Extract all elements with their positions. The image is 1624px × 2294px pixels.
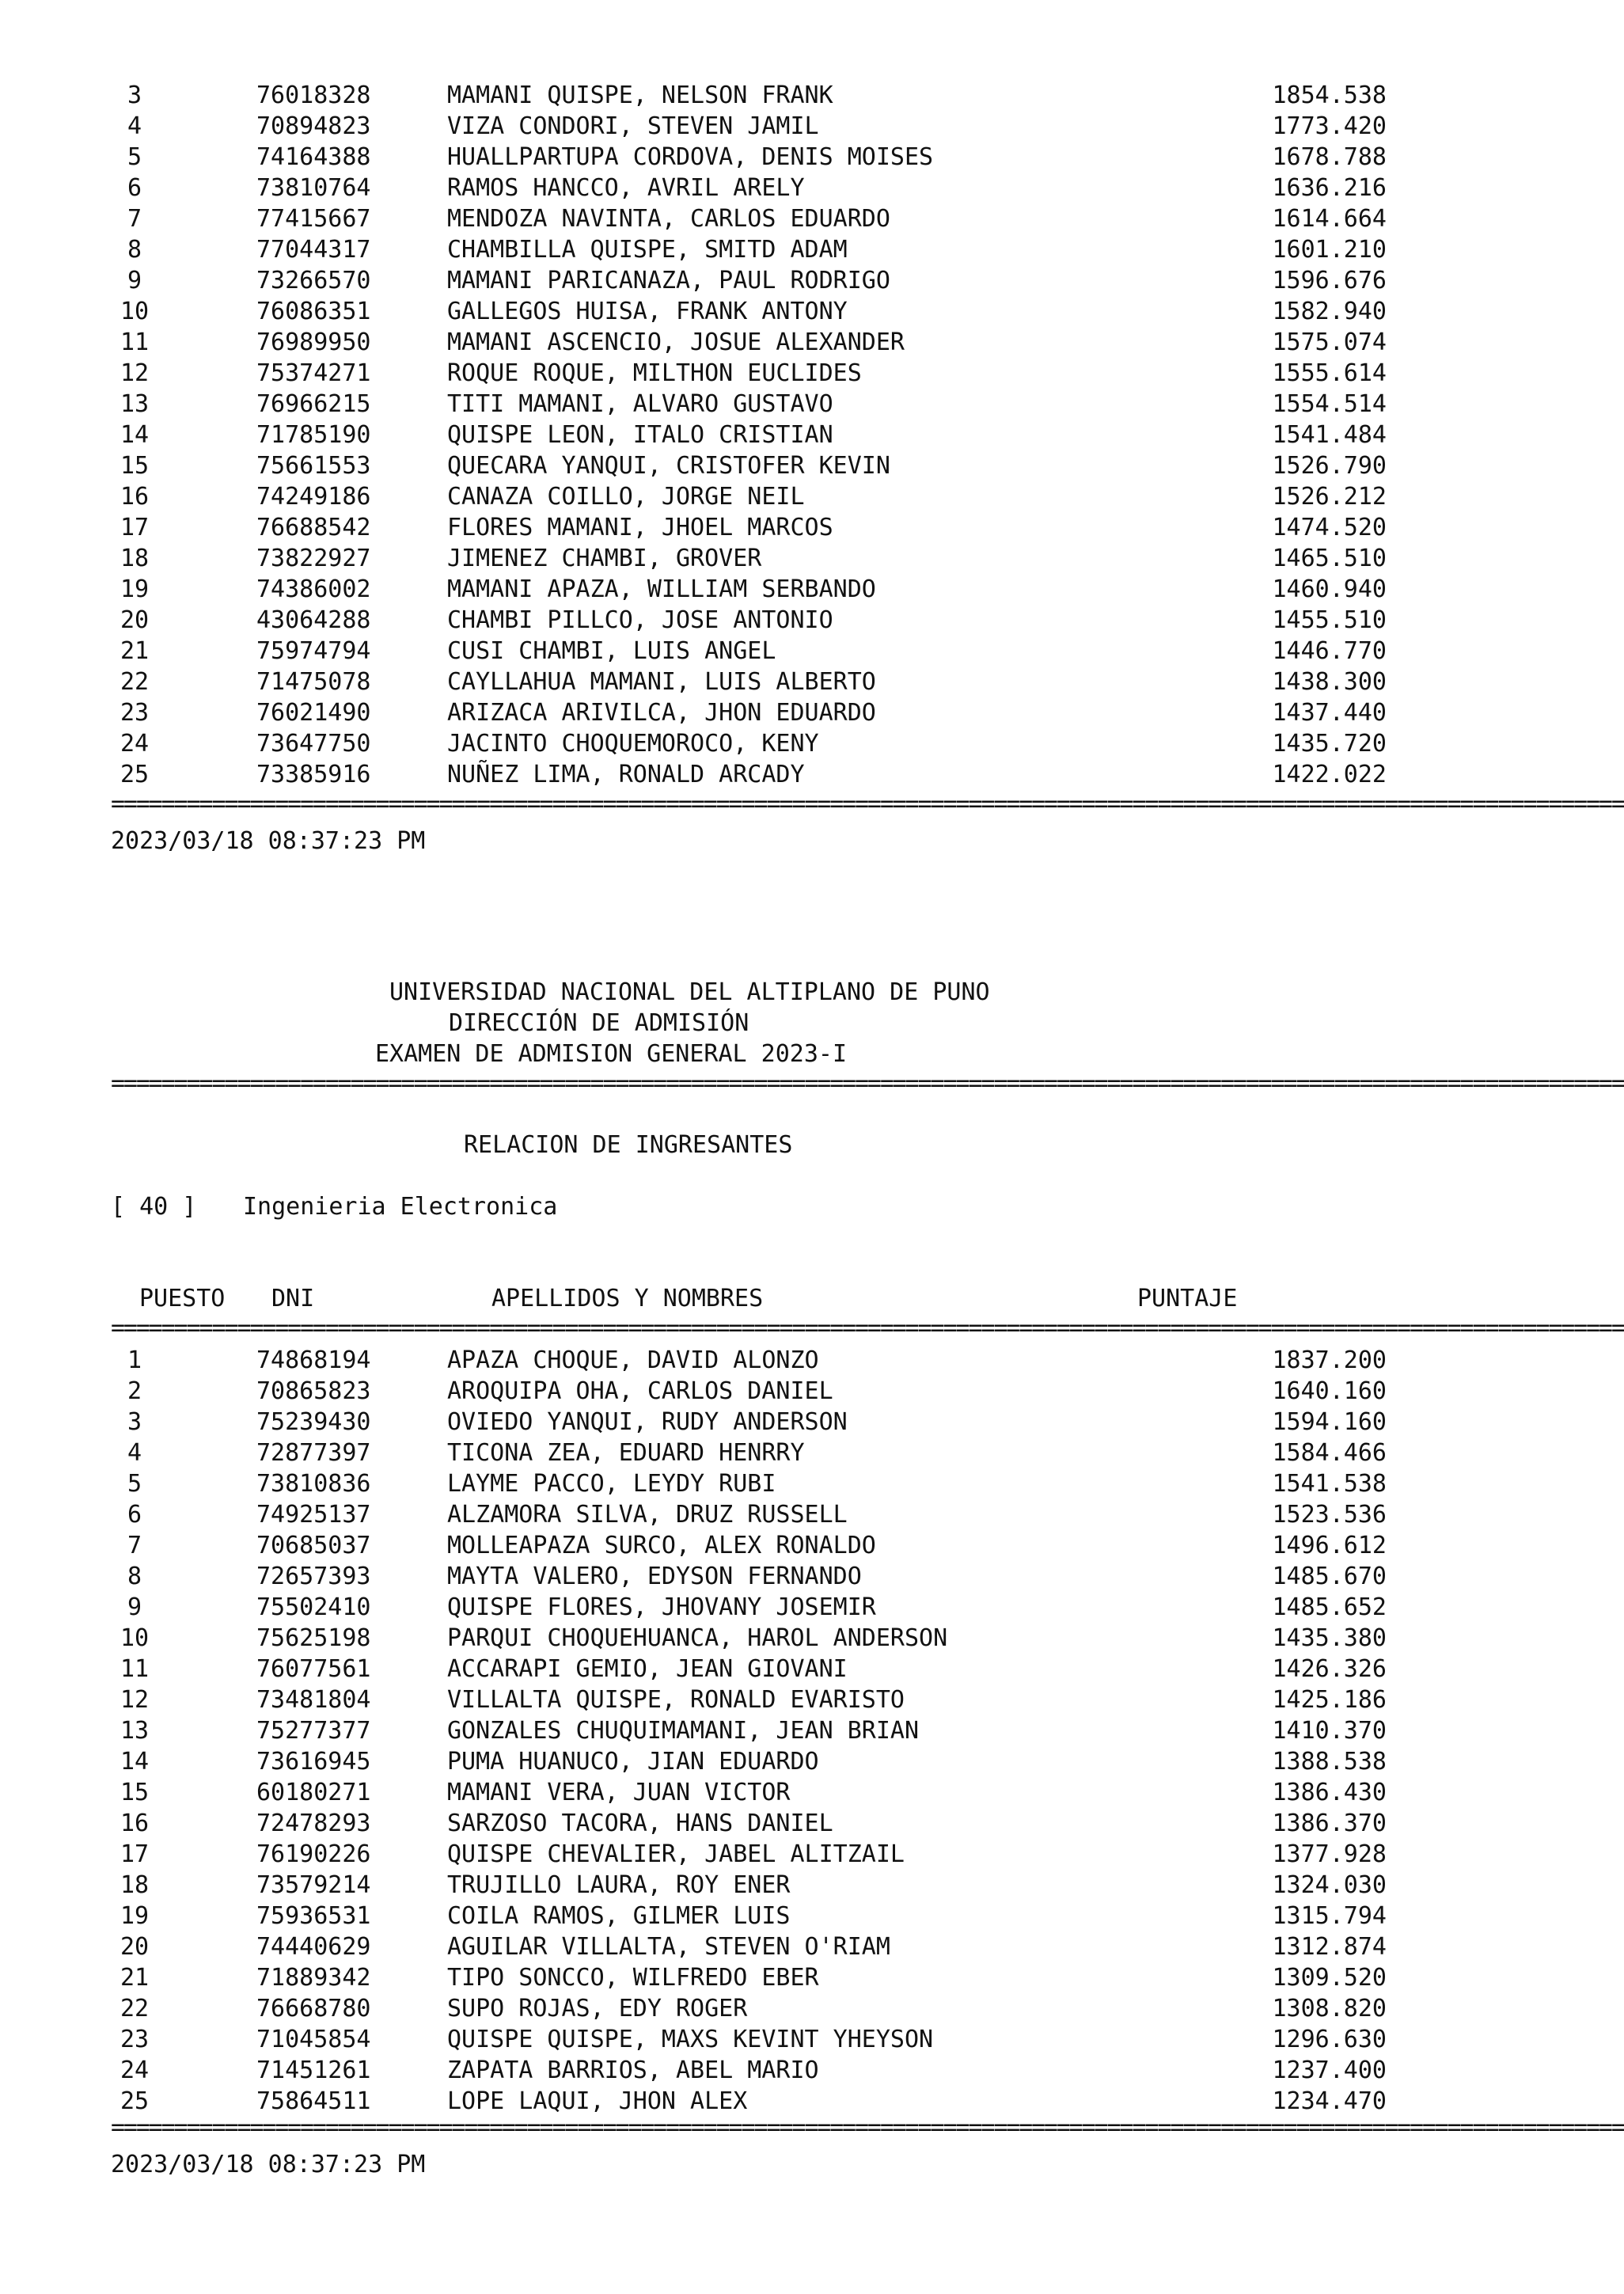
dni-cell: 74925137 (256, 1501, 371, 1529)
rank-cell: 9 (127, 1593, 142, 1621)
table-row (0, 2024, 1621, 2055)
dni-cell: 73481804 (256, 1686, 371, 1714)
name-cell: ALZAMORA SILVA, DRUZ RUSSELL (447, 1501, 848, 1529)
score-cell: 1575.074 (1272, 329, 1387, 356)
table-row (0, 697, 1621, 728)
score-cell: 1854.538 (1272, 82, 1387, 109)
separator-line: ======================================================================================================================== (111, 1314, 1624, 1342)
program-code: [ 40 ] (111, 1193, 197, 1221)
score-cell: 1837.200 (1272, 1346, 1387, 1374)
dni-cell: 75936531 (256, 1902, 371, 1930)
rank-cell: 16 (120, 483, 150, 511)
column-header-dni: DNI (271, 1285, 315, 1312)
rank-cell: 11 (120, 329, 150, 356)
score-cell: 1636.216 (1272, 174, 1387, 202)
table-row (0, 1901, 1621, 1931)
dni-cell: 74386002 (256, 575, 371, 603)
score-cell: 1315.794 (1272, 1902, 1387, 1930)
dni-cell: 71785190 (256, 421, 371, 449)
dni-cell: 73385916 (256, 761, 371, 788)
table-row (0, 759, 1621, 790)
table-row (0, 1746, 1621, 1777)
score-cell: 1526.212 (1272, 483, 1387, 511)
name-cell: ARIZACA ARIVILCA, JHON EDUARDO (447, 699, 876, 727)
rank-cell: 22 (120, 1995, 150, 2022)
table-row (0, 327, 1621, 358)
rank-cell: 13 (120, 1717, 150, 1745)
score-cell: 1496.612 (1272, 1532, 1387, 1559)
name-cell: MAMANI APAZA, WILLIAM SERBANDO (447, 575, 876, 603)
column-header-rank: PUESTO (139, 1285, 226, 1312)
rank-cell: 10 (120, 298, 150, 325)
table-row (0, 543, 1621, 574)
table-row (0, 636, 1621, 667)
rank-cell: 12 (120, 1686, 150, 1714)
score-cell: 1596.676 (1272, 267, 1387, 294)
score-cell: 1541.484 (1272, 421, 1387, 449)
score-cell: 1460.940 (1272, 575, 1387, 603)
dni-cell: 73822927 (256, 545, 371, 572)
rank-cell: 6 (127, 1501, 142, 1529)
rank-cell: 20 (120, 1933, 150, 1961)
score-cell: 1437.440 (1272, 699, 1387, 727)
table-row (0, 1715, 1621, 1746)
dni-cell: 73647750 (256, 730, 371, 758)
dni-cell: 73266570 (256, 267, 371, 294)
table-row (0, 296, 1621, 327)
table-row (0, 1376, 1621, 1407)
dni-cell: 75661553 (256, 452, 371, 480)
dni-cell: 77415667 (256, 205, 371, 233)
rank-cell: 19 (120, 1902, 150, 1930)
rank-cell: 23 (120, 699, 150, 727)
table-row (0, 450, 1621, 481)
rank-cell: 18 (120, 1871, 150, 1899)
name-cell: RAMOS HANCCO, AVRIL ARELY (447, 174, 805, 202)
score-cell: 1582.940 (1272, 298, 1387, 325)
rank-cell: 5 (127, 143, 142, 171)
name-cell: CAYLLAHUA MAMANI, LUIS ALBERTO (447, 668, 876, 696)
table-row (0, 111, 1621, 142)
rank-cell: 4 (127, 1439, 142, 1467)
name-cell: SARZOSO TACORA, HANS DANIEL (447, 1810, 833, 1837)
dni-cell: 73616945 (256, 1748, 371, 1776)
rank-cell: 17 (120, 514, 150, 541)
dni-cell: 70894823 (256, 112, 371, 140)
dni-cell: 74440629 (256, 1933, 371, 1961)
rank-cell: 8 (127, 236, 142, 264)
name-cell: CHAMBILLA QUISPE, SMITD ADAM (447, 236, 848, 264)
name-cell: TIPO SONCCO, WILFREDO EBER (447, 1964, 819, 1992)
score-cell: 1435.380 (1272, 1624, 1387, 1652)
exam-title: EXAMEN DE ADMISION GENERAL 2023-I (375, 1040, 848, 1068)
name-cell: SUPO ROJAS, EDY ROGER (447, 1995, 748, 2022)
name-cell: LAYME PACCO, LEYDY RUBI (447, 1470, 776, 1498)
name-cell: ROQUE ROQUE, MILTHON EUCLIDES (447, 359, 862, 387)
table-row (0, 173, 1621, 203)
name-cell: ACCARAPI GEMIO, JEAN GIOVANI (447, 1655, 848, 1683)
name-cell: CHAMBI PILLCO, JOSE ANTONIO (447, 606, 833, 634)
name-cell: NUÑEZ LIMA, RONALD ARCADY (447, 761, 805, 788)
dni-cell: 72877397 (256, 1439, 371, 1467)
rank-cell: 9 (127, 267, 142, 294)
table-row (0, 142, 1621, 173)
dni-cell: 75374271 (256, 359, 371, 387)
rank-cell: 18 (120, 545, 150, 572)
name-cell: JACINTO CHOQUEMOROCO, KENY (447, 730, 819, 758)
rank-cell: 3 (127, 82, 142, 109)
rank-cell: 24 (120, 730, 150, 758)
rank-cell: 3 (127, 1408, 142, 1436)
table-row (0, 667, 1621, 697)
score-cell: 1296.630 (1272, 2026, 1387, 2053)
rank-cell: 12 (120, 359, 150, 387)
score-cell: 1438.300 (1272, 668, 1387, 696)
dni-cell: 75864511 (256, 2087, 371, 2115)
table-row (0, 1777, 1621, 1808)
name-cell: GALLEGOS HUISA, FRANK ANTONY (447, 298, 848, 325)
score-cell: 1541.538 (1272, 1470, 1387, 1498)
score-cell: 1435.720 (1272, 730, 1387, 758)
name-cell: JIMENEZ CHAMBI, GROVER (447, 545, 762, 572)
dni-cell: 74164388 (256, 143, 371, 171)
score-cell: 1455.510 (1272, 606, 1387, 634)
report-timestamp: 2023/03/18 08:37:23 PM (111, 827, 426, 855)
score-cell: 1584.466 (1272, 1439, 1387, 1467)
table-row (0, 1654, 1621, 1684)
rank-cell: 6 (127, 174, 142, 202)
dni-cell: 75277377 (256, 1717, 371, 1745)
score-cell: 1410.370 (1272, 1717, 1387, 1745)
score-cell: 1234.470 (1272, 2087, 1387, 2115)
dni-cell: 76021490 (256, 699, 371, 727)
dni-cell: 71889342 (256, 1964, 371, 1992)
name-cell: MAMANI PARICANAZA, PAUL RODRIGO (447, 267, 890, 294)
dni-cell: 75625198 (256, 1624, 371, 1652)
name-cell: PARQUI CHOQUEHUANCA, HAROL ANDERSON (447, 1624, 948, 1652)
score-cell: 1237.400 (1272, 2057, 1387, 2084)
name-cell: MAMANI VERA, JUAN VICTOR (447, 1779, 791, 1806)
dni-cell: 75239430 (256, 1408, 371, 1436)
score-cell: 1614.664 (1272, 205, 1387, 233)
program-name: Ingenieria Electronica (243, 1193, 558, 1221)
dni-cell: 71045854 (256, 2026, 371, 2053)
table-row (0, 481, 1621, 512)
name-cell: OVIEDO YANQUI, RUDY ANDERSON (447, 1408, 848, 1436)
score-cell: 1386.430 (1272, 1779, 1387, 1806)
score-cell: 1422.022 (1272, 761, 1387, 788)
score-cell: 1485.652 (1272, 1593, 1387, 1621)
rank-cell: 11 (120, 1655, 150, 1683)
name-cell: AGUILAR VILLALTA, STEVEN O'RIAM (447, 1933, 890, 1961)
name-cell: TICONA ZEA, EDUARD HENRRY (447, 1439, 805, 1467)
name-cell: TRUJILLO LAURA, ROY ENER (447, 1871, 791, 1899)
university-title: UNIVERSIDAD NACIONAL DEL ALTIPLANO DE PUNO (389, 978, 990, 1006)
dni-cell: 71475078 (256, 668, 371, 696)
rank-cell: 23 (120, 2026, 150, 2053)
name-cell: MAMANI ASCENCIO, JOSUE ALEXANDER (447, 329, 905, 356)
table-row (0, 1623, 1621, 1654)
score-cell: 1324.030 (1272, 1871, 1387, 1899)
name-cell: LOPE LAQUI, JHON ALEX (447, 2087, 748, 2115)
table-row (0, 358, 1621, 389)
dni-cell: 75974794 (256, 637, 371, 665)
rank-cell: 14 (120, 1748, 150, 1776)
separator-line: ======================================================================================================================== (111, 2114, 1624, 2141)
rank-cell: 15 (120, 1779, 150, 1806)
dni-cell: 72478293 (256, 1810, 371, 1837)
score-cell: 1386.370 (1272, 1810, 1387, 1837)
dni-cell: 73579214 (256, 1871, 371, 1899)
dni-cell: 73810836 (256, 1470, 371, 1498)
score-cell: 1678.788 (1272, 143, 1387, 171)
score-cell: 1523.536 (1272, 1501, 1387, 1529)
report-timestamp: 2023/03/18 08:37:23 PM (111, 2151, 426, 2178)
name-cell: COILA RAMOS, GILMER LUIS (447, 1902, 791, 1930)
name-cell: QUISPE QUISPE, MAXS KEVINT YHEYSON (447, 2026, 934, 2053)
score-cell: 1308.820 (1272, 1995, 1387, 2022)
table-row (0, 1561, 1621, 1592)
dni-cell: 76018328 (256, 82, 371, 109)
name-cell: ZAPATA BARRIOS, ABEL MARIO (447, 2057, 819, 2084)
column-header-name: APELLIDOS Y NOMBRES (491, 1285, 764, 1312)
separator-line: ======================================================================================================================== (111, 1069, 1624, 1097)
score-cell: 1446.770 (1272, 637, 1387, 665)
name-cell: MOLLEAPAZA SURCO, ALEX RONALDO (447, 1532, 876, 1559)
score-cell: 1474.520 (1272, 514, 1387, 541)
score-cell: 1485.670 (1272, 1563, 1387, 1590)
rank-cell: 17 (120, 1840, 150, 1868)
table-row (0, 1993, 1621, 2024)
dni-cell: 76966215 (256, 390, 371, 418)
table-row (0, 1808, 1621, 1839)
dni-cell: 74249186 (256, 483, 371, 511)
rank-cell: 1 (127, 1346, 142, 1374)
table-row (0, 2086, 1621, 2117)
name-cell: FLORES MAMANI, JHOEL MARCOS (447, 514, 833, 541)
rank-cell: 25 (120, 761, 150, 788)
rank-cell: 2 (127, 1377, 142, 1405)
rank-cell: 19 (120, 575, 150, 603)
table-row (0, 80, 1621, 111)
office-title: DIRECCIÓN DE ADMISIÓN (449, 1009, 749, 1037)
name-cell: MAYTA VALERO, EDYSON FERNANDO (447, 1563, 862, 1590)
name-cell: AROQUIPA OHA, CARLOS DANIEL (447, 1377, 833, 1405)
dni-cell: 60180271 (256, 1779, 371, 1806)
score-cell: 1640.160 (1272, 1377, 1387, 1405)
table-row (0, 1499, 1621, 1530)
rank-cell: 21 (120, 637, 150, 665)
dni-cell: 76190226 (256, 1840, 371, 1868)
table-row (0, 1839, 1621, 1870)
name-cell: HUALLPARTUPA CORDOVA, DENIS MOISES (447, 143, 934, 171)
table-row (0, 512, 1621, 543)
dni-cell: 76989950 (256, 329, 371, 356)
score-cell: 1555.614 (1272, 359, 1387, 387)
dni-cell: 43064288 (256, 606, 371, 634)
table-row (0, 728, 1621, 759)
score-cell: 1377.928 (1272, 1840, 1387, 1868)
dni-cell: 76688542 (256, 514, 371, 541)
score-cell: 1773.420 (1272, 112, 1387, 140)
table-row (0, 1438, 1621, 1468)
dni-cell: 76077561 (256, 1655, 371, 1683)
column-header-score: PUNTAJE (1137, 1285, 1238, 1312)
rank-cell: 24 (120, 2057, 150, 2084)
name-cell: QUECARA YANQUI, CRISTOFER KEVIN (447, 452, 890, 480)
name-cell: QUISPE CHEVALIER, JABEL ALITZAIL (447, 1840, 905, 1868)
name-cell: QUISPE LEON, ITALO CRISTIAN (447, 421, 833, 449)
dni-cell: 76086351 (256, 298, 371, 325)
rank-cell: 22 (120, 668, 150, 696)
name-cell: GONZALES CHUQUIMAMANI, JEAN BRIAN (447, 1717, 920, 1745)
table-row (0, 1407, 1621, 1438)
dni-cell: 75502410 (256, 1593, 371, 1621)
rank-cell: 16 (120, 1810, 150, 1837)
name-cell: PUMA HUANUCO, JIAN EDUARDO (447, 1748, 819, 1776)
name-cell: MAMANI QUISPE, NELSON FRANK (447, 82, 833, 109)
name-cell: CANAZA COILLO, JORGE NEIL (447, 483, 805, 511)
table-row (0, 1468, 1621, 1499)
name-cell: APAZA CHOQUE, DAVID ALONZO (447, 1346, 819, 1374)
dni-cell: 73810764 (256, 174, 371, 202)
rank-cell: 25 (120, 2087, 150, 2115)
score-cell: 1465.510 (1272, 545, 1387, 572)
separator-line: ======================================================================================================================== (111, 790, 1624, 818)
score-cell: 1309.520 (1272, 1964, 1387, 1992)
table-row (0, 420, 1621, 450)
score-cell: 1426.326 (1272, 1655, 1387, 1683)
rank-cell: 7 (127, 1532, 142, 1559)
rank-cell: 8 (127, 1563, 142, 1590)
name-cell: QUISPE FLORES, JHOVANY JOSEMIR (447, 1593, 876, 1621)
dni-cell: 70685037 (256, 1532, 371, 1559)
name-cell: VILLALTA QUISPE, RONALD EVARISTO (447, 1686, 905, 1714)
score-cell: 1554.514 (1272, 390, 1387, 418)
table-row (0, 203, 1621, 234)
report-title: RELACION DE INGRESANTES (464, 1131, 793, 1159)
name-cell: CUSI CHAMBI, LUIS ANGEL (447, 637, 776, 665)
table-row (0, 1962, 1621, 1993)
name-cell: MENDOZA NAVINTA, CARLOS EDUARDO (447, 205, 890, 233)
rank-cell: 5 (127, 1470, 142, 1498)
table-row (0, 605, 1621, 636)
rank-cell: 7 (127, 205, 142, 233)
dni-cell: 70865823 (256, 1377, 371, 1405)
score-cell: 1312.874 (1272, 1933, 1387, 1961)
dni-cell: 74868194 (256, 1346, 371, 1374)
table-row (0, 1530, 1621, 1561)
dni-cell: 77044317 (256, 236, 371, 264)
rank-cell: 4 (127, 112, 142, 140)
rank-cell: 13 (120, 390, 150, 418)
table-row (0, 2055, 1621, 2086)
rank-cell: 10 (120, 1624, 150, 1652)
rank-cell: 14 (120, 421, 150, 449)
table-row (0, 1870, 1621, 1901)
table-row (0, 574, 1621, 605)
score-cell: 1388.538 (1272, 1748, 1387, 1776)
dni-cell: 76668780 (256, 1995, 371, 2022)
score-cell: 1526.790 (1272, 452, 1387, 480)
table-row (0, 234, 1621, 265)
score-cell: 1425.186 (1272, 1686, 1387, 1714)
name-cell: TITI MAMANI, ALVARO GUSTAVO (447, 390, 833, 418)
score-cell: 1601.210 (1272, 236, 1387, 264)
table-row (0, 1345, 1621, 1376)
table-row (0, 265, 1621, 296)
score-cell: 1594.160 (1272, 1408, 1387, 1436)
table-row (0, 389, 1621, 420)
table-row (0, 1931, 1621, 1962)
rank-cell: 15 (120, 452, 150, 480)
dni-cell: 72657393 (256, 1563, 371, 1590)
table-row (0, 1684, 1621, 1715)
rank-cell: 21 (120, 1964, 150, 1992)
name-cell: VIZA CONDORI, STEVEN JAMIL (447, 112, 819, 140)
rank-cell: 20 (120, 606, 150, 634)
dni-cell: 71451261 (256, 2057, 371, 2084)
table-row (0, 1592, 1621, 1623)
